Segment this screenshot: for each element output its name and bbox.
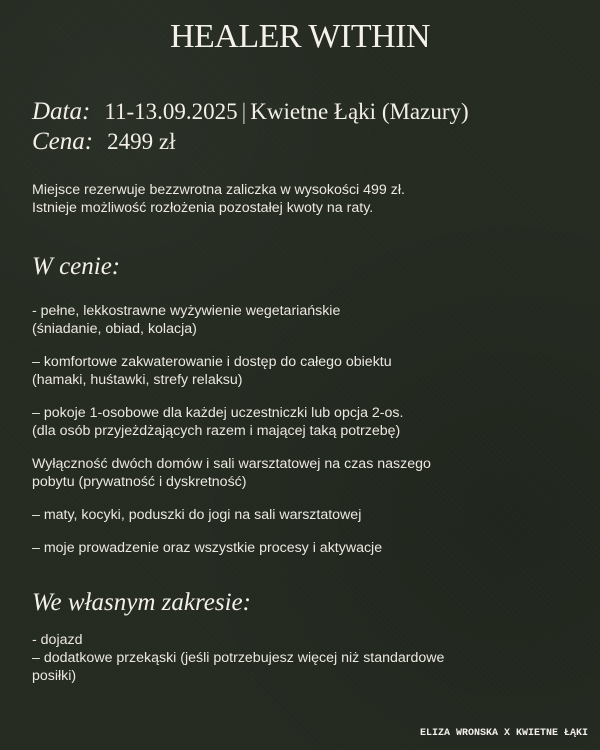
included-heading: W cenie:	[32, 253, 121, 280]
self-covered-list	[32, 631, 562, 685]
included-item-accommodation: – komfortowe zakwaterowanie i dostęp do całego obiektu (hamaki, huśtawki, strefy relaksu)	[32, 354, 392, 388]
included-item-rooms: – pokoje 1-osobowe dla każdej uczestniczki lub opcja 2-os. (dla osób przyjeżdżających razem i mającej taką potrzebę)	[32, 405, 404, 439]
reservation-line-1: Miejsce rezerwuje bezzwrotna zaliczka w wysokości 499 zł.	[32, 182, 405, 198]
reservation-line-2: Istnieje możliwość rozłożenia pozostałej kwoty na raty.	[32, 200, 374, 216]
event-price	[32, 128, 175, 156]
date-label: Data:	[32, 98, 91, 125]
date-location-divider: |	[241, 99, 247, 124]
included-list	[32, 302, 562, 572]
included-item-meals: - pełne, lekkostrawne wyżywienie wegetariańskie (śniadanie, obiad, kolacja)	[32, 303, 341, 337]
brand-footer: ELIZA WRONSKA X KWIETNE ŁĄKI	[419, 728, 588, 739]
self-covered-heading: We własnym zakresie:	[32, 589, 251, 616]
price-label: Cena:	[32, 128, 94, 155]
included-item-exclusivity: Wyłączność dwóch domów i sali warsztatowej na czas naszego pobytu (prywatność i dyskretność)	[32, 456, 431, 490]
price-value: 2499 zł	[107, 129, 176, 154]
reservation-note	[32, 181, 562, 217]
self-covered-item-transport: - dojazd	[32, 632, 83, 648]
page-title: HEALER WITHIN	[169, 18, 431, 55]
self-covered-item-snacks: – dodatkowe przekąski (jeśli potrzebujesz więcej niż standardowe posiłki)	[32, 650, 445, 684]
location-value: Kwietne Łąki (Mazury)	[250, 99, 469, 124]
included-item-yoga-equipment: – maty, kocyki, poduszki do jogi na sali warsztatowej	[32, 507, 362, 523]
included-item-guidance: – moje prowadzenie oraz wszystkie procesy i aktywacje	[32, 540, 383, 556]
event-date-location	[32, 98, 469, 126]
date-value: 11-13.09.2025	[104, 99, 238, 124]
